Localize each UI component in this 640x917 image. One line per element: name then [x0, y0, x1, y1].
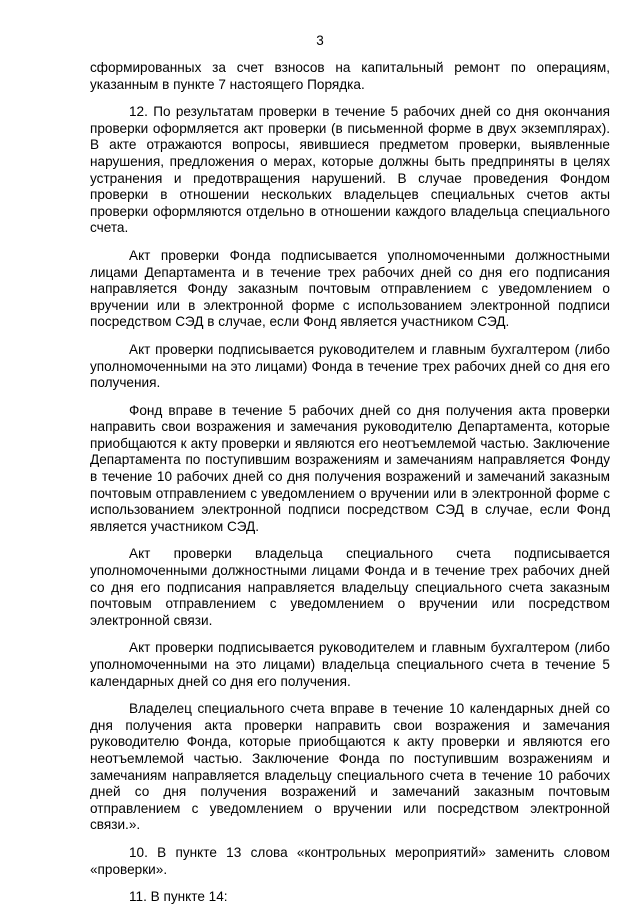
paragraph-owner-objections: Владелец специального счета вправе в течение 10 календарных дней со дня получения акта проверки направить свои возражения и замечания руководителю Фонда, которые приобщаются к акту проверки и являются его неотъемлемой частью. Заключение Фонда по поступившим возражениям и замечаниям направляется владельцу специального счета в течение 10 рабочих дней со дня получения возражений и замечаний заказным почтовым отправлением с уведомлением о вручении или посредством электронной связи.». — [90, 701, 610, 833]
paragraph-fund-act-signing: Акт проверки Фонда подписывается уполномоченными должностными лицами Департамента и в течение трех рабочих дней со дня его подписания направляется Фонду заказным почтовым отправлением с уведомлением о вручении или в электронной форме с использованием электронной подписи посредством СЭД в случае, если Фонд является участником СЭД. — [90, 247, 610, 330]
page-number: 3 — [316, 33, 324, 48]
paragraph-item-11: 11. В пункте 14: — [129, 889, 228, 905]
paragraph-item-12: 12. По результатам проверки в течение 5 рабочих дней со дня окончания проверки оформляется акт проверки (в письменной форме в двух экземплярах). В акте отражаются вопросы, явившиеся предметом проверки, выявленные нарушения, предложения о мерах, которые должны быть предприняты в целях устранения и предотвращения нарушений. В случае проведения Фондом проверки в отношении нескольких владельцев специальных счетов акты проверки оформляются отдельно в отношении каждого владельца специального счета. — [90, 104, 610, 236]
paragraph-continuation: сформированных за счет взносов на капитальный ремонт по операциям, указанным в пункте 7 настоящего Порядка. — [90, 60, 610, 92]
paragraph-fund-act-receipt: Акт проверки подписывается руководителем и главным бухгалтером (либо уполномоченными на это лицами) Фонда в течение трех рабочих дней со дня его получения. — [90, 341, 610, 391]
paragraph-owner-act-receipt: Акт проверки подписывается руководителем и главным бухгалтером (либо уполномоченными на это лицами) владельца специального счета в течение 5 календарных дней со дня его получения. — [90, 640, 610, 689]
paragraph-fund-objections: Фонд вправе в течение 5 рабочих дней со дня получения акта проверки направить свои возражения и замечания руководителю Департамента, которые приобщаются к акту проверки и являются его неотъемлемой частью. Заключение Департамента по поступившим возражениям и замечаниям направляется Фонду в течение 10 рабочих дней со дня получения возражений и замечаний заказным почтовым отправлением с уведомлением о вручении или в электронной форме с использованием электронной подписи посредством СЭД в случае, если Фонд является участником СЭД. — [90, 402, 610, 534]
paragraph-owner-act-signing: Акт проверки владельца специального счета подписывается уполномоченными должностными лицами Фонда и в течение трех рабочих дней со дня его подписания направляется владельцу специального счета заказным почтовым отправлением с уведомлением о вручении или посредством электронной связи. — [90, 546, 610, 628]
document-body — [90, 60, 610, 917]
paragraph-item-10: 10. В пункте 13 слова «контрольных мероприятий» заменить словом «проверки». — [90, 844, 610, 877]
